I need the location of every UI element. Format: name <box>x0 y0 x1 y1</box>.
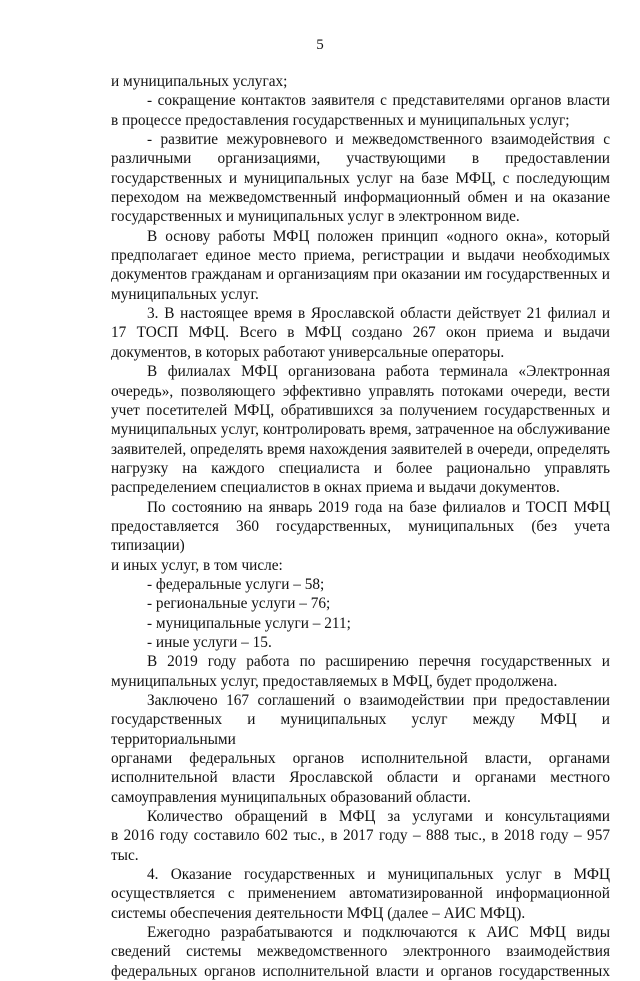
text-line: - федеральные услуги – 58; <box>147 575 325 593</box>
text-line: документов, в которых работают универсальные операторы. <box>111 343 505 361</box>
text-line: В филиалах МФЦ организована работа терминала «Электронная <box>147 363 610 381</box>
text-line: муниципальных услуг, контролировать время, затраченное на обслуживание <box>111 421 610 439</box>
text-line: - муниципальные услуги – 211; <box>147 614 351 632</box>
text-line: различными организациями, участвующими в предоставлении <box>111 150 610 168</box>
text-line: В основу работы МФЦ положен принцип «одного окна», который <box>147 227 610 245</box>
text-line: - региональные услуги – 76; <box>147 595 331 613</box>
text-line: 4. Оказание государственных и муниципальных услуг в МФЦ <box>147 866 610 884</box>
text-line: - сокращение контактов заявителя с представителями органов власти <box>147 92 610 110</box>
text-line: в 2016 году составило 602 тыс., в 2017 году – 888 тыс., в 2018 году – 957 тыс. <box>111 827 610 864</box>
document-body <box>111 72 610 981</box>
text-line: муниципальных услуг. <box>111 285 259 303</box>
text-line: государственных и муниципальных услуг в электронном виде. <box>111 208 520 226</box>
text-line: - развитие межуровневого и межведомственного взаимодействия с <box>147 131 610 149</box>
text-line: государственных и муниципальных услуг между МФЦ и территориальными <box>111 711 610 748</box>
text-line: переходом на межведомственный информационный обмен и на оказание <box>111 189 610 207</box>
text-line: в процессе предоставления государственных и муниципальных услуг; <box>111 111 570 129</box>
text-line: осуществляется с применением автоматизированной информационной <box>111 885 610 903</box>
text-line: и муниципальных услугах; <box>111 73 288 90</box>
text-line: очередь», позволяющего эффективно управлять потоками очереди, вести <box>111 382 610 400</box>
text-line: и иных услуг, в том числе: <box>111 556 283 574</box>
text-line: федеральных органов исполнительной власти и органов государственных <box>111 962 610 980</box>
text-line: муниципальных услуг, предоставляемых в МФЦ, будет продолжена. <box>111 672 558 690</box>
text-line: Количество обращений в МФЦ за услугами и консультациями <box>147 808 610 826</box>
text-line: государственных и муниципальных услуг на базе МФЦ, с последующим <box>111 169 610 187</box>
text-line: органами федеральных органов исполнительной власти, органами <box>111 750 610 768</box>
text-line: - иные услуги – 15. <box>147 633 272 651</box>
page-number: 5 <box>316 37 324 53</box>
text-line: 17 ТОСП МФЦ. Всего в МФЦ создано 267 окон приема и выдачи <box>111 324 610 342</box>
text-line: предоставляется 360 государственных, муниципальных (без учета типизации) <box>111 517 610 555</box>
text-line: учет посетителей МФЦ, обратившихся за получением государственных и <box>111 401 610 419</box>
text-line: сведений системы межведомственного электронного взаимодействия <box>111 943 610 961</box>
text-line: предполагает единое место приема, регистрации и выдачи необходимых <box>111 247 610 265</box>
text-line: заявителей, определять время нахождения заявителей в очереди, определять <box>111 440 610 458</box>
text-line: Ежегодно разрабатываются и подключаются к АИС МФЦ виды <box>147 924 610 942</box>
text-line: распределением специалистов в окнах приема и выдачи документов. <box>111 479 560 497</box>
text-line: 3. В настоящее время в Ярославской области действует 21 филиал и <box>147 305 610 323</box>
text-line: нагрузку на каждого специалиста и более рационально управлять <box>111 459 610 477</box>
text-line: исполнительной власти Ярославской области и органами местного <box>111 769 610 787</box>
text-line: Заключено 167 соглашений о взаимодействии при предоставлении <box>147 692 610 709</box>
text-line: самоуправления муниципальных образований области. <box>111 788 471 806</box>
text-line: В 2019 году работа по расширению перечня государственных и <box>147 653 610 671</box>
text-line: документов гражданам и организациям при оказании им государственных и <box>111 266 610 284</box>
text-line: системы обеспечения деятельности МФЦ (далее – АИС МФЦ). <box>111 904 526 922</box>
text-line: По состоянию на январь 2019 года на базе филиалов и ТОСП МФЦ <box>147 498 610 516</box>
